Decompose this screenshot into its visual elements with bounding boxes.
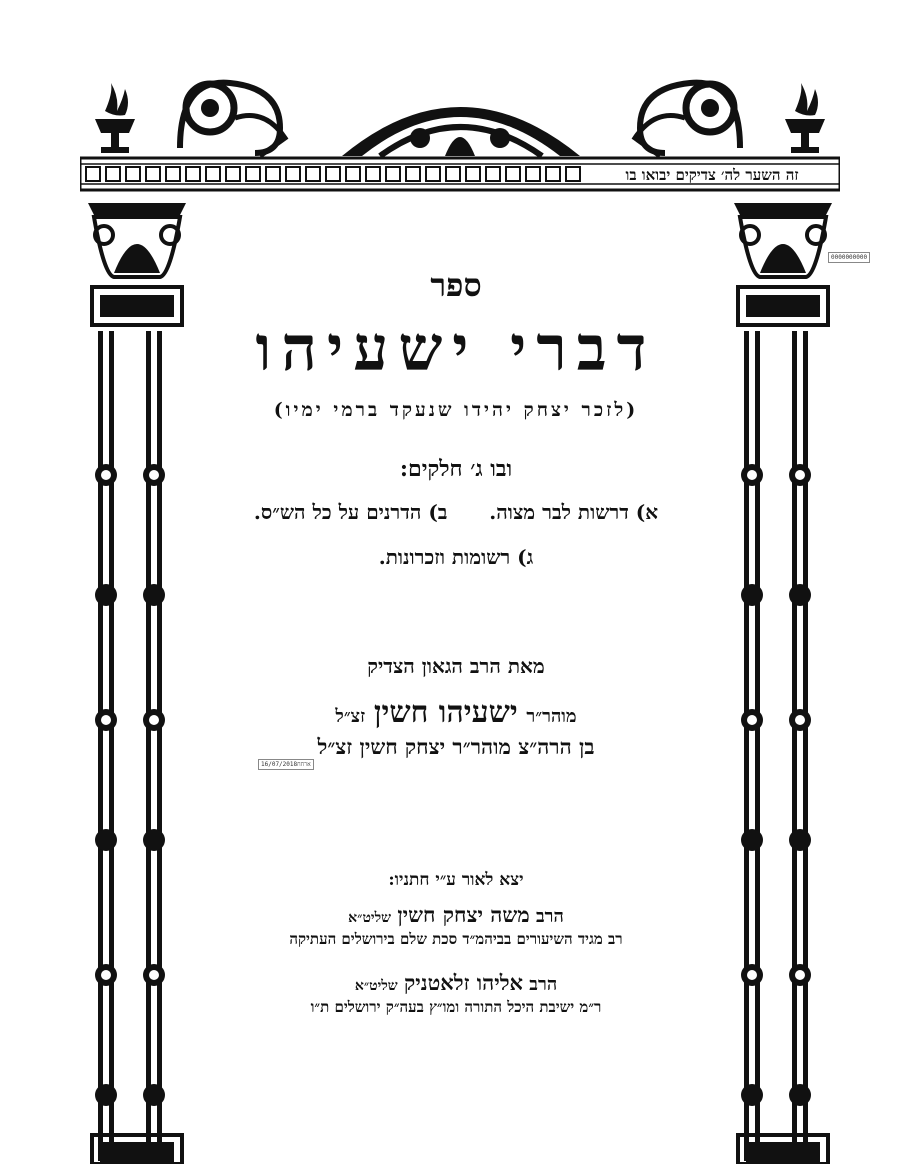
right-pillar bbox=[730, 195, 836, 1164]
right-shaft-b bbox=[789, 331, 811, 1161]
left-shaft-a bbox=[95, 331, 117, 1161]
sefer-label: ספר bbox=[430, 266, 482, 304]
ornamental-lintel bbox=[80, 68, 840, 198]
parts-intro: ובו ג׳ חלקים: bbox=[399, 456, 513, 482]
author-line bbox=[200, 695, 712, 730]
central-arch-icon bbox=[342, 107, 580, 156]
part-c: ג) רשומות וזכרונות. bbox=[378, 545, 534, 569]
rabbi-2-title: הרב bbox=[529, 974, 558, 995]
author-prefix: מוהר״ר bbox=[526, 706, 577, 727]
author-suffix: זצ״ל bbox=[335, 706, 366, 727]
left-scroll-icon bbox=[180, 83, 285, 156]
rabbi-2-suffix: שליט״א bbox=[354, 978, 398, 994]
banner-text: זה השער לה׳ צדיקים יבואו בו bbox=[625, 166, 799, 184]
rabbi-2-line bbox=[200, 970, 712, 996]
right-shaft-a bbox=[741, 331, 763, 1161]
left-pillar bbox=[84, 195, 190, 1164]
rabbi-1-name: משה יצחק חשין bbox=[397, 902, 530, 927]
author-father: בן הרה״צ מוהר״ר יצחק חשין זצ״ל bbox=[317, 734, 595, 759]
date-stamp: 16/07/2018ארחח bbox=[258, 759, 314, 770]
rabbi-2-description: ר״מ ישיבת היכל התורה ומו״ץ בעה״ק ירושלים ת״ו bbox=[310, 998, 602, 1016]
rabbi-1-suffix: שליט״א bbox=[348, 910, 392, 926]
published-by: יצא לאור ע״י חתניו: bbox=[388, 870, 524, 890]
book-title: דברי ישעיהו bbox=[255, 312, 657, 385]
rabbi-2-name: אליהו זלאטניק bbox=[404, 970, 524, 995]
left-shaft-b bbox=[143, 331, 165, 1161]
part-b: ב) הדרנים על כל הש״ס. bbox=[253, 500, 448, 524]
rabbi-1-line bbox=[200, 902, 712, 928]
dedication: (לזכר יצחק יהידו שנעקד ברמי ימיו) bbox=[273, 399, 639, 421]
right-urn-icon bbox=[785, 83, 825, 153]
rabbi-1-title: הרב bbox=[535, 906, 564, 927]
part-a: א) דרשות לבר מצוה. bbox=[489, 500, 659, 524]
rabbi-1-description: רב מגיד השיעורים בביהמ״ד סכת שלם בירושלים העתיקה bbox=[289, 930, 623, 948]
parts-line-1 bbox=[200, 500, 712, 525]
right-scroll-icon bbox=[635, 83, 740, 156]
corner-stamp: 0000000000 bbox=[828, 252, 870, 263]
author-honorific: מאת הרב הגאון הצדיק bbox=[367, 654, 545, 678]
author-name: ישעיהו חשין bbox=[373, 695, 518, 730]
left-urn-icon bbox=[95, 83, 135, 153]
